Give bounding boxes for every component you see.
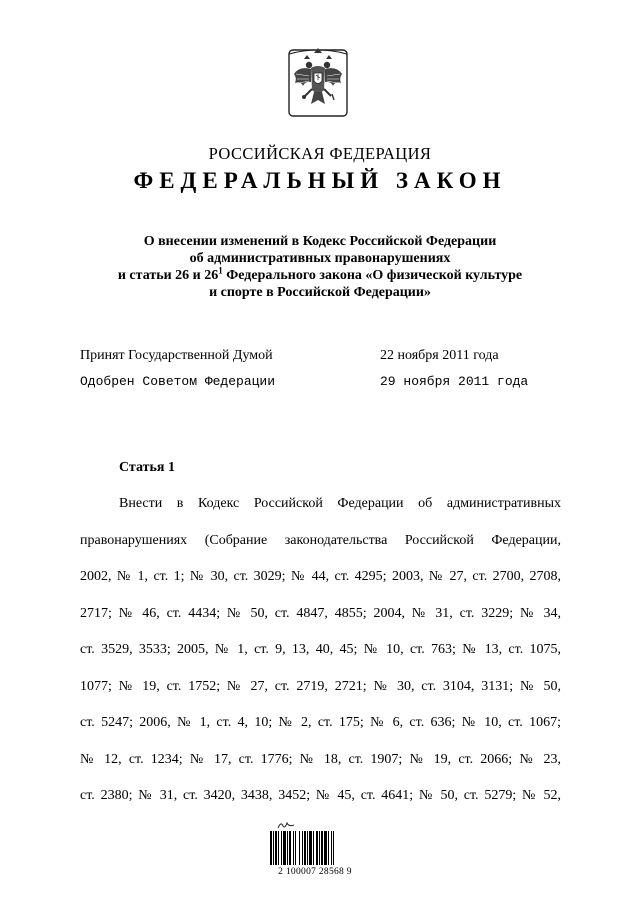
body-text-line: ст. 2380; № 31, ст. 3420, 3438, 3452; № 45, ст. 4641; № 50, ст. 5279; № 52, bbox=[80, 788, 561, 803]
barcode-icon bbox=[270, 831, 360, 865]
law-title-fragment: и статьи 26 и 26 bbox=[117, 268, 219, 283]
body-text-line: ст. 3529, 3533; 2005, № 1, ст. 9, 13, 40, 45; № 10, ст. 763; № 13, ст. 1075, bbox=[80, 642, 561, 657]
barcode-number: 2 100007 28568 9 bbox=[278, 867, 352, 877]
body-text-line: № 12, ст. 1234; № 17, ст. 1776; № 18, ст. 1907; № 19, ст. 2066; № 23, bbox=[80, 752, 561, 767]
law-title-line bbox=[90, 267, 550, 284]
duma-adoption-date: 22 ноября 2011 года bbox=[380, 348, 499, 363]
state-emblem-icon bbox=[287, 44, 349, 120]
body-text-line: правонарушениях (Собрание законодательства Российской Федерации, bbox=[80, 533, 561, 548]
duma-adoption-label: Принят Государственной Думой bbox=[80, 348, 273, 363]
council-approval-label: Одобрен Советом Федерации bbox=[80, 374, 276, 389]
council-approval-date: 29 ноября 2011 года bbox=[380, 374, 529, 389]
law-title-fragment: Федерального закона «О физической культуре bbox=[222, 268, 523, 283]
barcode-block bbox=[265, 820, 365, 880]
superscript-index: 1 bbox=[218, 265, 223, 276]
law-title-line: об административных правонарушениях bbox=[189, 251, 451, 266]
article-heading: Статья 1 bbox=[119, 460, 175, 475]
body-text-line: ст. 5247; 2006, № 1, ст. 4, 10; № 2, ст. 175; № 6, ст. 636; № 10, ст. 1067; bbox=[80, 715, 561, 730]
handwritten-signature-icon bbox=[277, 820, 295, 830]
law-title-line: О внесении изменений в Кодекс Российской Федерации bbox=[143, 234, 497, 249]
law-title bbox=[90, 233, 550, 301]
body-text-line: 1077; № 19, ст. 1752; № 27, ст. 2719, 2721; № 30, ст. 3104, 3131; № 50, bbox=[80, 679, 561, 694]
law-type-heading: ФЕДЕРАЛЬНЫЙ ЗАКОН bbox=[133, 168, 507, 193]
body-text-line: 2002, № 1, ст. 1; № 30, ст. 3029; № 44, ст. 4295; 2003, № 27, ст. 2700, 2708, bbox=[80, 569, 561, 584]
country-name: РОССИЙСКАЯ ФЕДЕРАЦИЯ bbox=[208, 144, 432, 163]
body-text-line: Внести в Кодекс Российской Федерации об административных bbox=[119, 496, 561, 511]
law-title-line: и спорте в Российской Федерации» bbox=[209, 285, 431, 300]
body-text-line: 2717; № 46, ст. 4434; № 50, ст. 4847, 4855; 2004, № 31, ст. 3229; № 34, bbox=[80, 606, 561, 621]
